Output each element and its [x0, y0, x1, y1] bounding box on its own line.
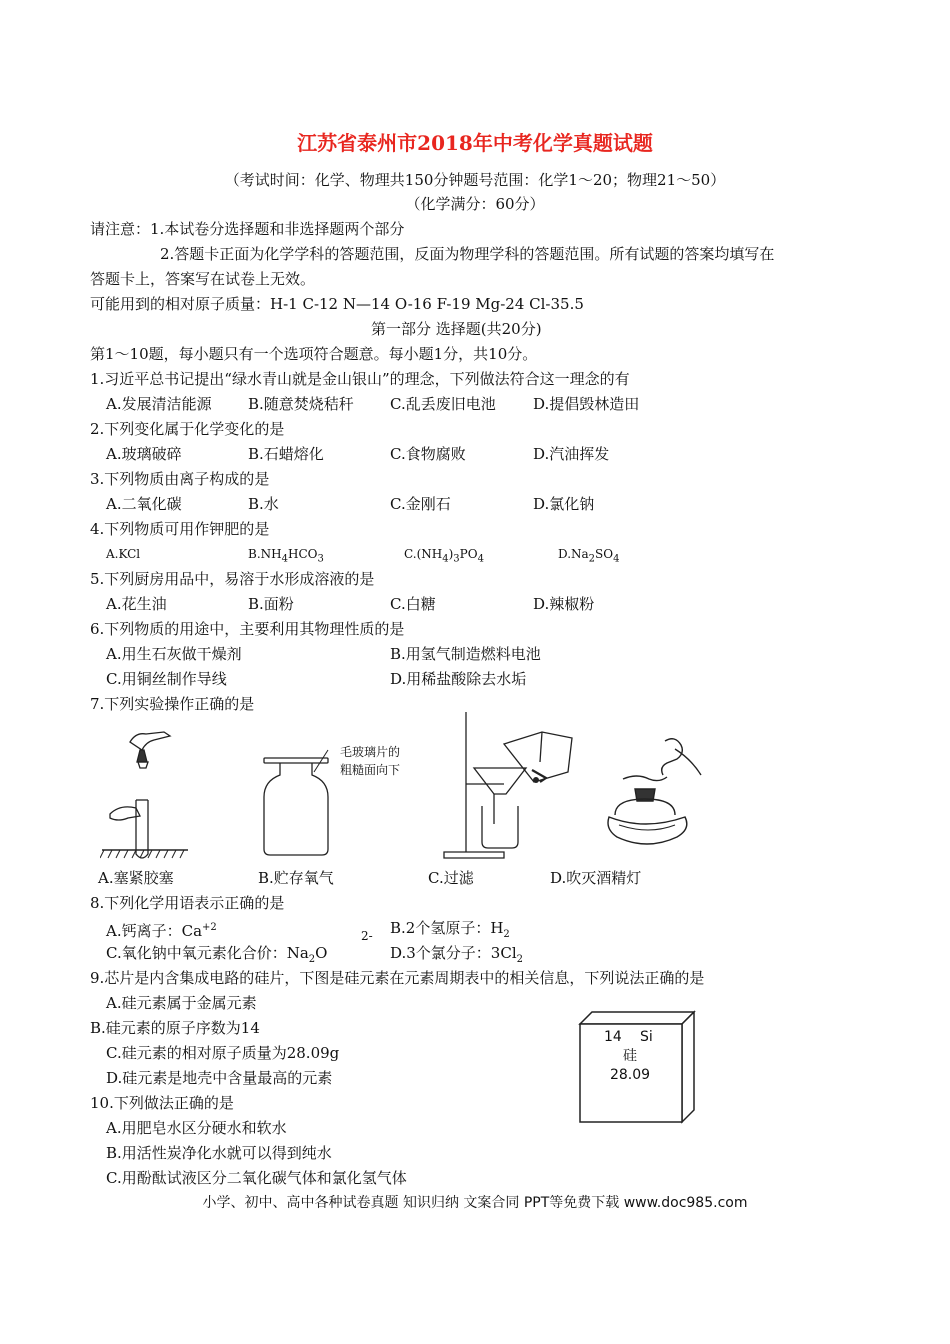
q5-option-d: D.辣椒粉: [533, 595, 595, 613]
q2-option-d: D.汽油挥发: [533, 445, 610, 463]
notice-line-2: 2.答题卡正面为化学学科的答题范围，反面为物理学科的答题范围。所有试题的答案均填写在: [160, 245, 775, 263]
q3-option-b: B.水: [248, 495, 279, 513]
q6-option-c: C.用铜丝制作导线: [106, 670, 227, 688]
q7-figure-d: [605, 735, 715, 855]
q4-option-a: A.KCl: [106, 547, 141, 561]
q3-stem: 3.下列物质由离子构成的是: [90, 470, 270, 488]
q7-option-a: A.塞紧胶塞: [98, 869, 174, 887]
atomic-masses: 可能用到的相对原子质量：H-1 C-12 N—14 O-16 F-19 Mg-24 Cl-35.5: [90, 295, 584, 313]
q9-option-b: B.硅元素的原子序数为14: [90, 1019, 260, 1037]
q1-option-a: A.发展清洁能源: [106, 395, 212, 413]
q7-option-b: B.贮存氧气: [258, 869, 334, 887]
q5-option-a: A.花生油: [106, 595, 167, 613]
q2-stem: 2.下列变化属于化学变化的是: [90, 420, 285, 438]
q10-stem: 10.下列做法正确的是: [90, 1094, 234, 1112]
q3-option-d: D.氯化钠: [533, 495, 595, 513]
q7-figure-a: [100, 722, 190, 862]
notice-line-3: 答题卡上，答案写在试卷上无效。: [90, 270, 316, 288]
q7-stem: 7.下列实验操作正确的是: [90, 695, 255, 713]
q2-option-a: A.玻璃破碎: [106, 445, 182, 463]
q6-stem: 6.下列物质的用途中，主要利用其物理性质的是: [90, 620, 405, 638]
full-score: （化学满分：60分）: [405, 195, 545, 213]
page-title: 江苏省泰州市2018年中考化学真题试题: [297, 131, 653, 155]
q10-option-b: B.用活性炭净化水就可以得到纯水: [106, 1144, 332, 1162]
q7-label-line2: 粗糙面向下: [340, 763, 401, 777]
q3-option-a: A.二氧化碳: [106, 495, 182, 513]
q1-option-c: C.乱丢废旧电池: [390, 395, 496, 413]
q5-stem: 5.下列厨房用品中，易溶于水形成溶液的是: [90, 570, 375, 588]
element-name: 硅: [623, 1048, 637, 1064]
q4-option-c: $C.(NH_4)_3PO_4$: [404, 547, 484, 565]
q4-stem: 4.下列物质可用作钾肥的是: [90, 520, 270, 538]
q5-option-c: C.白糖: [390, 595, 436, 613]
q8-option-d: D.3个氯分子：$3Cl_2$: [390, 944, 523, 965]
q1-option-d: D.提倡毁林造田: [533, 395, 640, 413]
q2-option-c: C.食物腐败: [390, 445, 466, 463]
q8-charge-label: 2-: [361, 929, 373, 943]
q9-option-a: A.硅元素属于金属元素: [106, 994, 257, 1012]
q6-option-d: D.用稀盐酸除去水垢: [390, 670, 527, 688]
element-mass: 28.09: [609, 1067, 651, 1083]
part1-heading: 第一部分 选择题(共20分): [371, 320, 542, 338]
q4-option-d: $D.Na_2SO_4$: [558, 547, 620, 565]
q4-option-b: $B.NH_4HCO_3$: [248, 547, 324, 565]
q10-option-a: A.用肥皂水区分硬水和软水: [106, 1119, 287, 1137]
q1-stem: 1.习近平总书记提出“绿水青山就是金山银山”的理念，下列做法符合这一理念的有: [90, 370, 630, 388]
q2-option-b: B.石蜡熔化: [248, 445, 324, 463]
exam-time: （考试时间：化学、物理共150分钟题号范围：化学1～20；物理21～50）: [224, 171, 726, 189]
q1-option-b: B.随意焚烧秸秆: [248, 395, 354, 413]
q7-figure-c: [440, 710, 580, 860]
q7-label-pointer: [310, 748, 330, 778]
q8-stem: 8.下列化学用语表示正确的是: [90, 894, 285, 912]
q10-option-c: C.用酚酞试液区分二氧化碳气体和氯化氢气体: [106, 1169, 407, 1187]
q3-option-c: C.金刚石: [390, 495, 451, 513]
q7-label-line1: 毛玻璃片的: [340, 745, 401, 759]
q8-option-a: A.钙离子：$Ca^{+2}$: [106, 922, 217, 940]
section-intro: 第1～10题，每小题只有一个选项符合题意。每小题1分，共10分。: [90, 345, 538, 363]
footer-banner: 小学、初中、高中各种试卷真题 知识归纳 文案合同 PPT等免费下载 www.doc985.com: [202, 1195, 748, 1211]
q8-option-b: B.2个氢原子：$H_2$: [390, 919, 510, 940]
element-symbol: Si: [640, 1029, 653, 1045]
q7-option-c: C.过滤: [428, 869, 474, 887]
q6-option-a: A.用生石灰做干燥剂: [106, 645, 242, 663]
q8-option-c: C.氧化钠中氧元素化合价：$Na_2O$: [106, 944, 328, 965]
q5-option-b: B.面粉: [248, 595, 294, 613]
q9-option-c: C.硅元素的相对原子质量为28.09g: [106, 1044, 340, 1062]
q6-option-b: B.用氢气制造燃料电池: [390, 645, 541, 663]
element-number: 14: [604, 1029, 622, 1045]
q7-option-d: D.吹灭酒精灯: [550, 869, 642, 887]
q9-option-d: D.硅元素是地壳中含量最高的元素: [106, 1069, 333, 1087]
notice-line-1: 请注意：1.本试卷分选择题和非选择题两个部分: [90, 220, 405, 238]
q9-stem: 9.芯片是内含集成电路的硅片，下图是硅元素在元素周期表中的相关信息，下列说法正确的是: [90, 969, 705, 987]
